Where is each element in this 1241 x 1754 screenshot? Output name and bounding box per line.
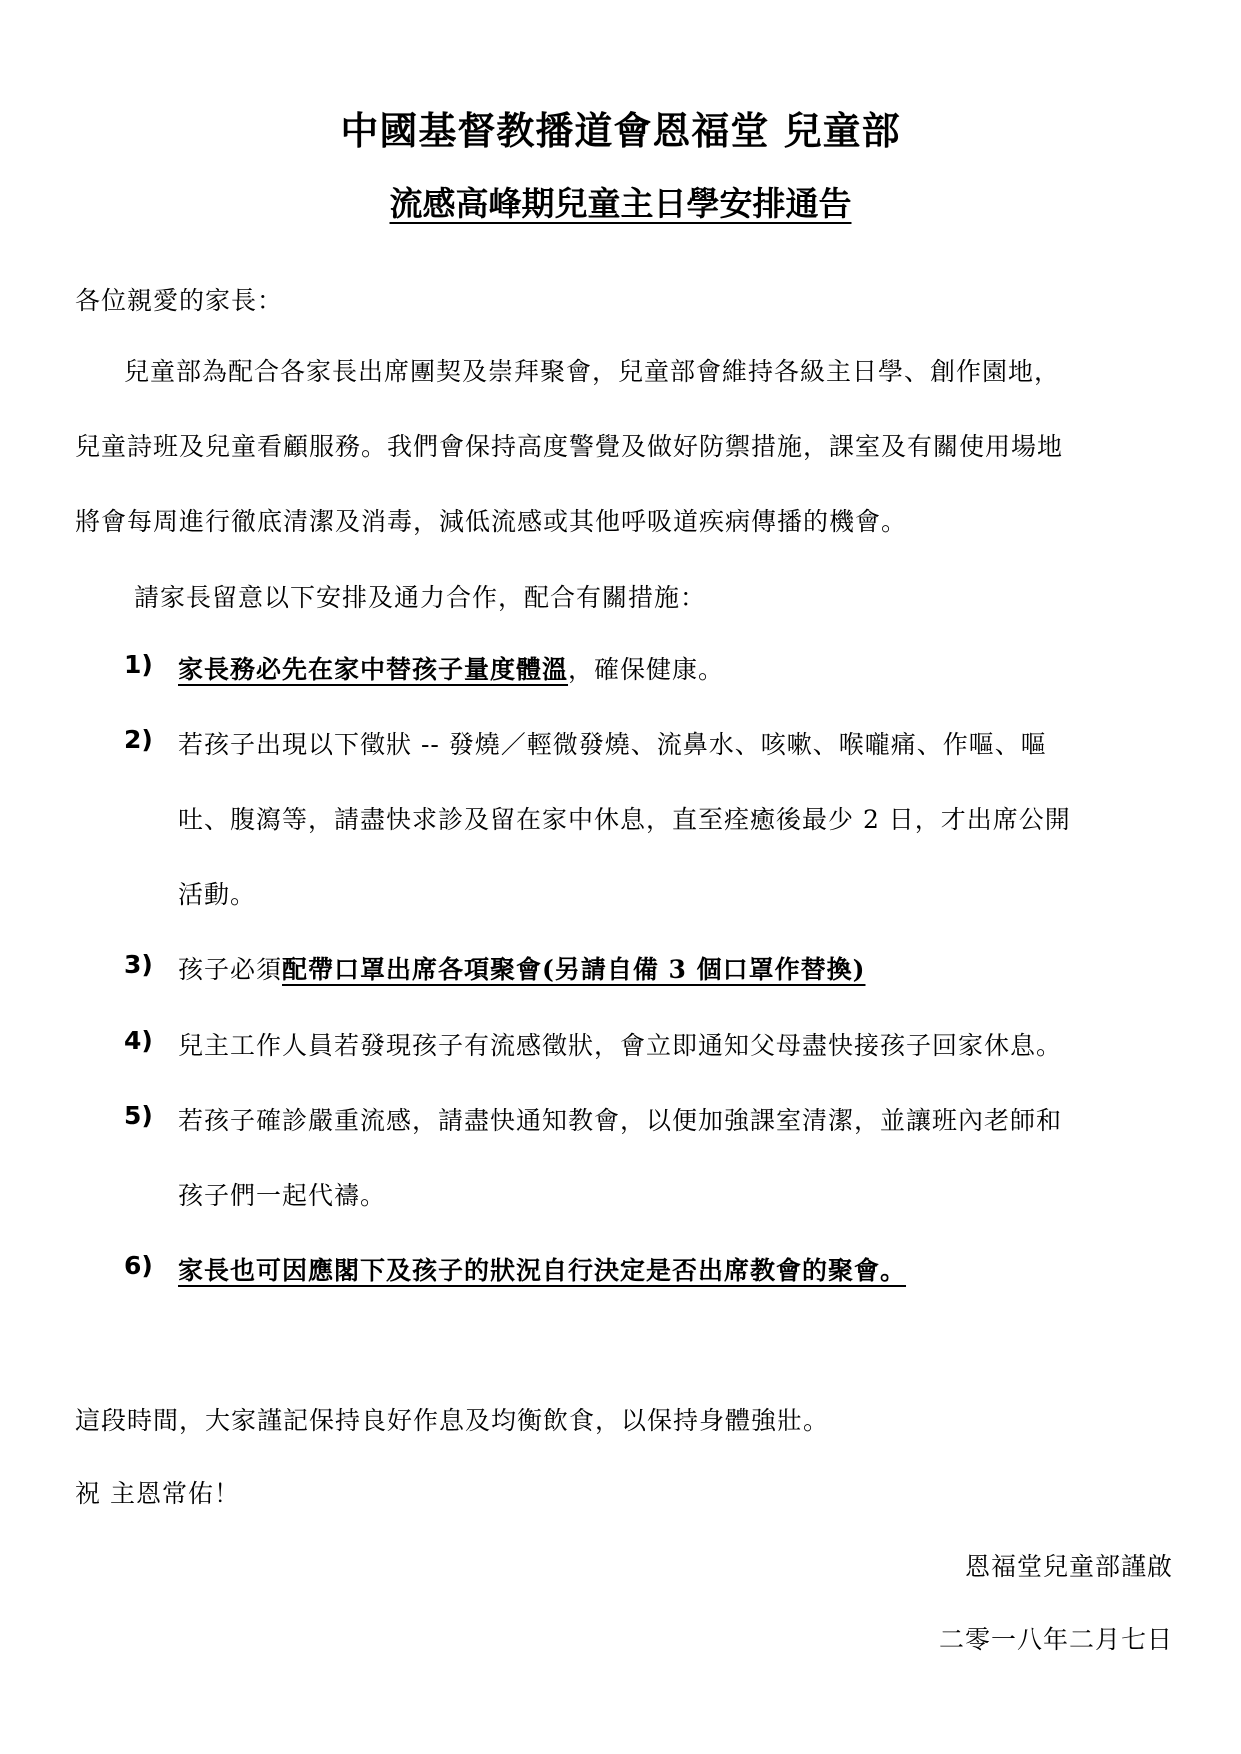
intro-line-1: 兒童部為配合各家長出席團契及崇拜聚會，兒童部會維持各級主日學、創作園地， [124, 357, 1061, 386]
list-item-text [178, 1251, 906, 1287]
request-line: 請家長留意以下安排及通力合作，配合有關措施： [134, 583, 707, 612]
item-emphasis: 配帶口罩出席各項聚會(另請自備 3 個口罩作替換) [282, 955, 866, 984]
signature: 恩福堂兒童部謹啟 [964, 1552, 1173, 1581]
date: 二零一八年二月七日 [938, 1625, 1173, 1654]
greeting: 各位親愛的家長： [75, 286, 284, 315]
intro-line-2: 兒童詩班及兒童看顧服務。我們會保持高度警覺及做好防禦措施，課室及有關使用場地 [75, 432, 1064, 461]
item-prefix: 孩子必須 [178, 955, 283, 984]
list-item [124, 1101, 153, 1130]
list-item [124, 950, 153, 979]
item-number: 6) [124, 1251, 153, 1280]
list-item [124, 650, 153, 679]
notice-title-text: 流感高峰期兒童主日學安排通告 [389, 184, 852, 223]
list-item [124, 1251, 153, 1280]
list-item-line-3: 活動。 [178, 880, 257, 909]
list-item-line-1: 若孩子出現以下徵狀 -- 發燒／輕微發燒、流鼻水、咳嗽、喉嚨痛、作嘔、嘔 [178, 730, 1047, 759]
list-item-line-1: 若孩子確診嚴重流感，請盡快通知教會，以便加強課室清潔，並讓班內老師和 [178, 1106, 1063, 1135]
list-item-text [178, 650, 724, 686]
org-title: 中國基督教播道會恩福堂 兒童部 [340, 108, 901, 153]
list-item [124, 1026, 153, 1055]
item-number: 3) [124, 950, 153, 979]
item-emphasis: 家長也可因應閣下及孩子的狀況自行決定是否出席教會的聚會。 [178, 1256, 907, 1285]
list-item-text: 兒主工作人員若發現孩子有流感徵狀，會立即通知父母盡快接孩子回家休息。 [178, 1031, 1063, 1060]
item-emphasis: 家長務必先在家中替孩子量度體溫 [178, 655, 569, 684]
item-number: 5) [124, 1101, 153, 1130]
item-number: 2) [124, 725, 153, 754]
list-item-line-2: 吐、腹瀉等，請盡快求診及留在家中休息，直至痊癒後最少 2 日，才出席公開 [178, 805, 1071, 834]
blessing-line: 祝 主恩常佑！ [75, 1479, 240, 1508]
list-item-line-2: 孩子們一起代禱。 [178, 1181, 387, 1210]
item-rest: ，確保健康。 [568, 655, 725, 684]
notice-title [0, 178, 1241, 225]
intro-line-3: 將會每周進行徹底清潔及消毒，減低流感或其他呼吸道疾病傳播的機會。 [75, 507, 908, 536]
item-number: 4) [124, 1026, 153, 1055]
list-item [124, 725, 153, 754]
list-item-text [178, 950, 865, 986]
closing-line: 這段時間，大家謹記保持良好作息及均衡飲食，以保持身體強壯。 [75, 1406, 830, 1435]
item-number: 1) [124, 650, 153, 679]
